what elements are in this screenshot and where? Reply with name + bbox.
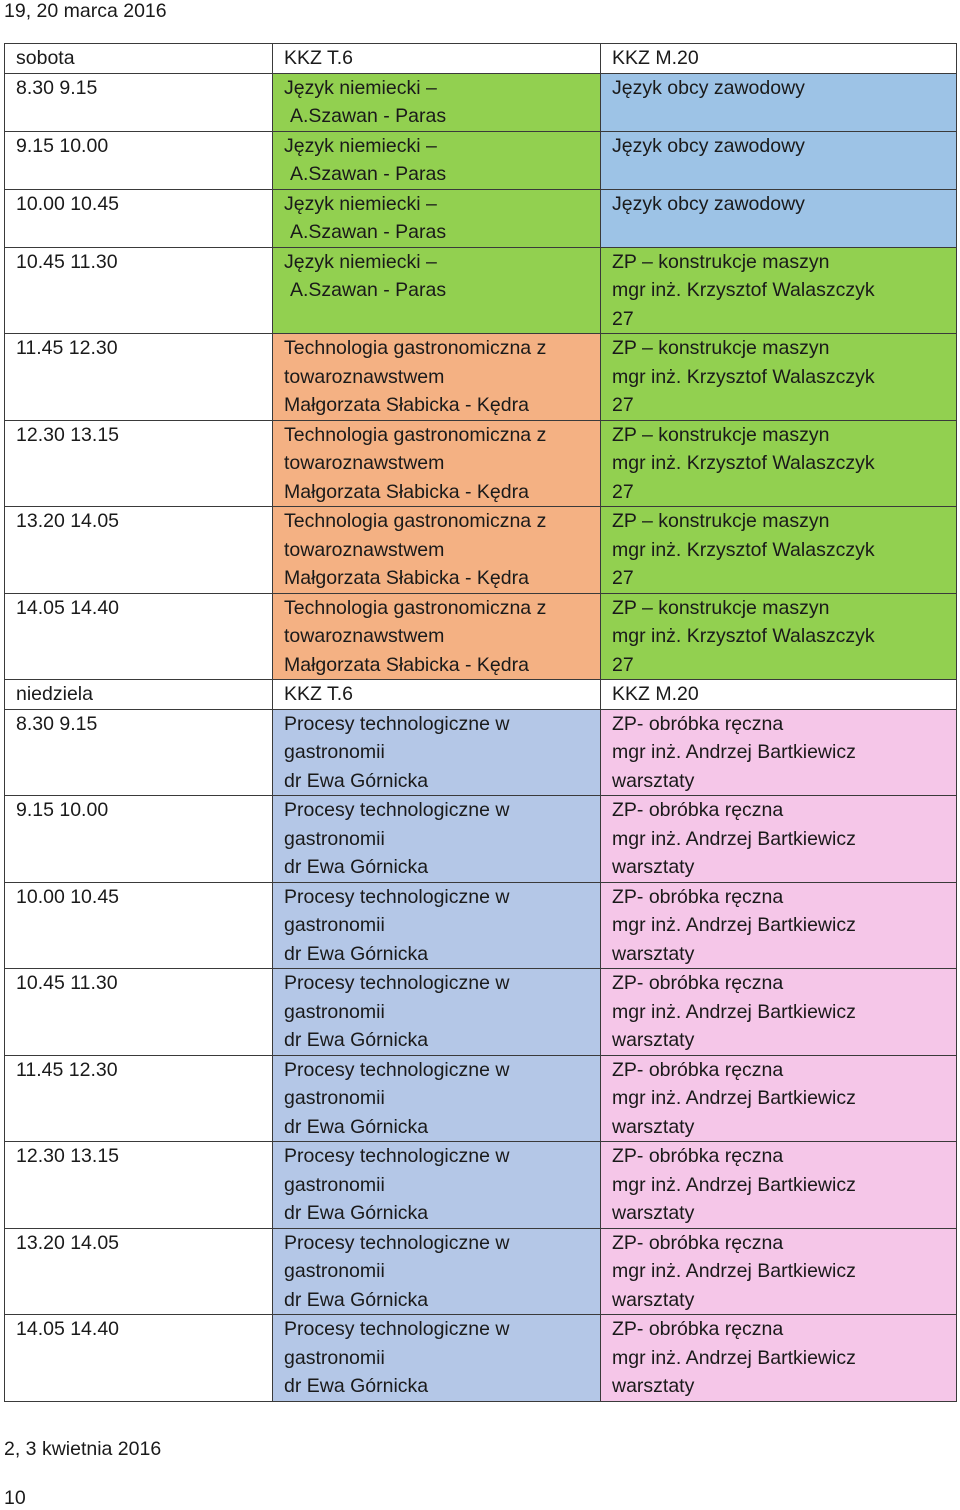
table-row [5, 1142, 957, 1229]
subject-line: A.Szawan - Paras [290, 221, 447, 243]
time-slot: 9.15 10.00 [5, 131, 273, 189]
time-slot: 13.20 14.05 [5, 507, 273, 594]
subject-line: mgr inż. Andrzej Bartkiewicz [612, 914, 856, 936]
time-slot: 8.30 9.15 [5, 709, 273, 796]
next-date-heading: 2, 3 kwietnia 2016 [4, 1438, 162, 1460]
time-slot: 12.30 13.15 [5, 1142, 273, 1229]
subject-line: gastronomii [284, 741, 385, 763]
subject-cell-kkz-m20 [601, 131, 957, 189]
saturday-header-row [5, 44, 957, 74]
subject-line: Język obcy zawodowy [612, 192, 805, 215]
subject-line: 27 [612, 480, 634, 503]
subject-line: Małgorzata Słabicka - Kędra [284, 567, 529, 589]
schedule-table [4, 43, 957, 1402]
subject-line: dr Ewa Górnicka [284, 769, 429, 792]
subject-line: ZP- obróbka ręczna [612, 712, 784, 735]
subject-line: ZP- obróbka ręczna [612, 1145, 784, 1167]
subject-line: gastronomii [284, 1000, 385, 1023]
subject-line: warsztaty [612, 769, 695, 792]
subject-line: gastronomii [284, 827, 385, 850]
subject-line: mgr inż. Krzysztof Walaszczyk [612, 365, 875, 388]
subject-line: dr Ewa Górnicka [284, 1202, 429, 1224]
subject-line: Procesy technologiczne w [284, 885, 510, 908]
subject-cell-kkz-m20 [601, 593, 957, 680]
subject-cell-kkz-m20 [601, 1228, 957, 1315]
subject-line: mgr inż. Krzysztof Walaszczyk [612, 279, 875, 301]
subject-cell-kkz-t6 [273, 334, 601, 421]
table-row [5, 247, 957, 334]
subject-cell-kkz-m20 [601, 1142, 957, 1229]
table-row [5, 1315, 957, 1402]
time-slot: 11.45 12.30 [5, 1055, 273, 1142]
subject-line: Procesy technologiczne w [284, 972, 510, 994]
subject-line: towaroznawstwem [284, 538, 445, 561]
table-row [5, 334, 957, 421]
subject-line: warsztaty [612, 1288, 695, 1311]
subject-line: ZP- obróbka ręczna [612, 885, 784, 908]
subject-line: Język niemiecki – [284, 134, 437, 157]
subject-cell-kkz-m20 [601, 507, 957, 594]
subject-line: 27 [612, 653, 634, 676]
subject-line: A.Szawan - Paras [290, 105, 447, 127]
subject-line: Język obcy zawodowy [612, 76, 805, 99]
subject-cell-kkz-m20 [601, 1315, 957, 1402]
subject-line: Procesy technologiczne w [284, 1145, 510, 1167]
subject-line: ZP- obróbka ręczna [612, 1058, 784, 1081]
subject-line: dr Ewa Górnicka [284, 1115, 429, 1138]
subject-line: Procesy technologiczne w [284, 1318, 510, 1340]
subject-line: ZP- obróbka ręczna [612, 1231, 784, 1254]
subject-line: ZP – konstrukcje maszyn [612, 423, 830, 446]
subject-line: Język niemiecki – [284, 192, 437, 215]
subject-cell-kkz-t6 [273, 420, 601, 507]
subject-line: Małgorzata Słabicka - Kędra [284, 653, 529, 676]
subject-cell-kkz-t6 [273, 882, 601, 969]
subject-line: Język obcy zawodowy [612, 134, 805, 157]
subject-line: Język niemiecki – [284, 250, 437, 273]
table-row [5, 796, 957, 883]
subject-cell-kkz-m20 [601, 334, 957, 421]
subject-line: dr Ewa Górnicka [284, 856, 429, 878]
subject-line: gastronomii [284, 1173, 385, 1196]
subject-line: towaroznawstwem [284, 365, 445, 388]
subject-line: towaroznawstwem [284, 452, 445, 474]
table-row [5, 593, 957, 680]
subject-cell-kkz-t6 [273, 709, 601, 796]
sunday-header-room-kkz-t6: KKZ T.6 [273, 680, 601, 710]
subject-line: gastronomii [284, 914, 385, 936]
subject-line: ZP- obróbka ręczna [612, 799, 784, 821]
subject-line: Małgorzata Słabicka - Kędra [284, 480, 529, 503]
time-slot: 8.30 9.15 [5, 73, 273, 131]
page-heading-date: 19, 20 marca 2016 [4, 0, 167, 22]
subject-line: dr Ewa Górnicka [284, 1029, 429, 1051]
subject-line: dr Ewa Górnicka [284, 942, 429, 965]
saturday-header-room-kkz-m20: KKZ M.20 [601, 44, 957, 74]
subject-cell-kkz-t6 [273, 189, 601, 247]
table-row [5, 507, 957, 594]
subject-line: Technologia gastronomiczna z [284, 423, 547, 446]
subject-line: warsztaty [612, 1115, 695, 1138]
subject-line: 27 [612, 567, 634, 589]
subject-line: 27 [612, 307, 634, 330]
subject-cell-kkz-m20 [601, 882, 957, 969]
sunday-header-room-kkz-m20: KKZ M.20 [601, 680, 957, 710]
subject-line: Małgorzata Słabicka - Kędra [284, 394, 529, 416]
sunday-header-row [5, 680, 957, 710]
subject-line: Technologia gastronomiczna z [284, 337, 547, 359]
subject-cell-kkz-t6 [273, 507, 601, 594]
subject-line: Język niemiecki – [284, 76, 437, 99]
subject-cell-kkz-t6 [273, 1055, 601, 1142]
subject-cell-kkz-m20 [601, 247, 957, 334]
subject-cell-kkz-m20 [601, 73, 957, 131]
subject-line: mgr inż. Krzysztof Walaszczyk [612, 538, 875, 561]
subject-line: mgr inż. Andrzej Bartkiewicz [612, 1087, 856, 1109]
time-slot: 9.15 10.00 [5, 796, 273, 883]
subject-line: gastronomii [284, 1087, 385, 1109]
subject-line: ZP – konstrukcje maszyn [612, 250, 830, 273]
subject-cell-kkz-t6 [273, 1315, 601, 1402]
subject-line: ZP- obróbka ręczna [612, 1318, 784, 1340]
page-number: 10 [4, 1487, 26, 1509]
time-slot: 10.45 11.30 [5, 969, 273, 1056]
subject-line: mgr inż. Andrzej Bartkiewicz [612, 1346, 856, 1369]
subject-cell-kkz-t6 [273, 131, 601, 189]
subject-cell-kkz-t6 [273, 73, 601, 131]
subject-cell-kkz-t6 [273, 593, 601, 680]
time-slot: 14.05 14.40 [5, 1315, 273, 1402]
subject-cell-kkz-t6 [273, 796, 601, 883]
subject-line: warsztaty [612, 1029, 695, 1051]
sunday-header-day: niedziela [5, 680, 273, 710]
time-slot: 14.05 14.40 [5, 593, 273, 680]
time-slot: 12.30 13.15 [5, 420, 273, 507]
subject-line: mgr inż. Andrzej Bartkiewicz [612, 741, 856, 763]
subject-line: Procesy technologiczne w [284, 1058, 510, 1081]
subject-cell-kkz-m20 [601, 969, 957, 1056]
subject-line: dr Ewa Górnicka [284, 1375, 429, 1397]
subject-cell-kkz-t6 [273, 1142, 601, 1229]
table-row [5, 882, 957, 969]
subject-line: ZP – konstrukcje maszyn [612, 596, 830, 619]
subject-line: 27 [612, 394, 634, 416]
subject-line: warsztaty [612, 1202, 695, 1224]
subject-cell-kkz-t6 [273, 969, 601, 1056]
subject-cell-kkz-m20 [601, 796, 957, 883]
table-row [5, 969, 957, 1056]
subject-line: mgr inż. Andrzej Bartkiewicz [612, 1000, 856, 1023]
time-slot: 10.00 10.45 [5, 882, 273, 969]
subject-line: warsztaty [612, 856, 695, 878]
subject-line: gastronomii [284, 1346, 385, 1369]
subject-cell-kkz-m20 [601, 189, 957, 247]
subject-line: Procesy technologiczne w [284, 799, 510, 821]
subject-line: warsztaty [612, 942, 695, 965]
subject-line: dr Ewa Górnicka [284, 1288, 429, 1311]
table-row [5, 131, 957, 189]
subject-cell-kkz-m20 [601, 1055, 957, 1142]
subject-line: mgr inż. Andrzej Bartkiewicz [612, 1260, 856, 1282]
saturday-header-day: sobota [5, 44, 273, 74]
subject-line: A.Szawan - Paras [290, 279, 447, 301]
subject-line: towaroznawstwem [284, 625, 445, 647]
time-slot: 10.45 11.30 [5, 247, 273, 334]
subject-line: ZP – konstrukcje maszyn [612, 510, 830, 532]
subject-line: mgr inż. Krzysztof Walaszczyk [612, 625, 875, 647]
subject-cell-kkz-m20 [601, 420, 957, 507]
subject-cell-kkz-m20 [601, 709, 957, 796]
saturday-header-room-kkz-t6: KKZ T.6 [273, 44, 601, 74]
subject-cell-kkz-t6 [273, 247, 601, 334]
subject-line: Technologia gastronomiczna z [284, 596, 547, 619]
table-row [5, 1055, 957, 1142]
subject-line: gastronomii [284, 1260, 385, 1282]
table-row [5, 73, 957, 131]
time-slot: 13.20 14.05 [5, 1228, 273, 1315]
schedule-body [5, 44, 957, 1402]
subject-line: ZP – konstrukcje maszyn [612, 337, 830, 359]
subject-line: ZP- obróbka ręczna [612, 972, 784, 994]
time-slot: 11.45 12.30 [5, 334, 273, 421]
subject-line: Procesy technologiczne w [284, 712, 510, 735]
table-row [5, 189, 957, 247]
subject-line: warsztaty [612, 1375, 695, 1397]
time-slot: 10.00 10.45 [5, 189, 273, 247]
subject-line: Technologia gastronomiczna z [284, 510, 547, 532]
subject-line: mgr inż. Krzysztof Walaszczyk [612, 452, 875, 474]
table-row [5, 709, 957, 796]
subject-line: mgr inż. Andrzej Bartkiewicz [612, 827, 856, 850]
table-row [5, 420, 957, 507]
subject-line: Procesy technologiczne w [284, 1231, 510, 1254]
subject-line: A.Szawan - Paras [290, 163, 447, 185]
subject-cell-kkz-t6 [273, 1228, 601, 1315]
table-row [5, 1228, 957, 1315]
subject-line: mgr inż. Andrzej Bartkiewicz [612, 1173, 856, 1196]
